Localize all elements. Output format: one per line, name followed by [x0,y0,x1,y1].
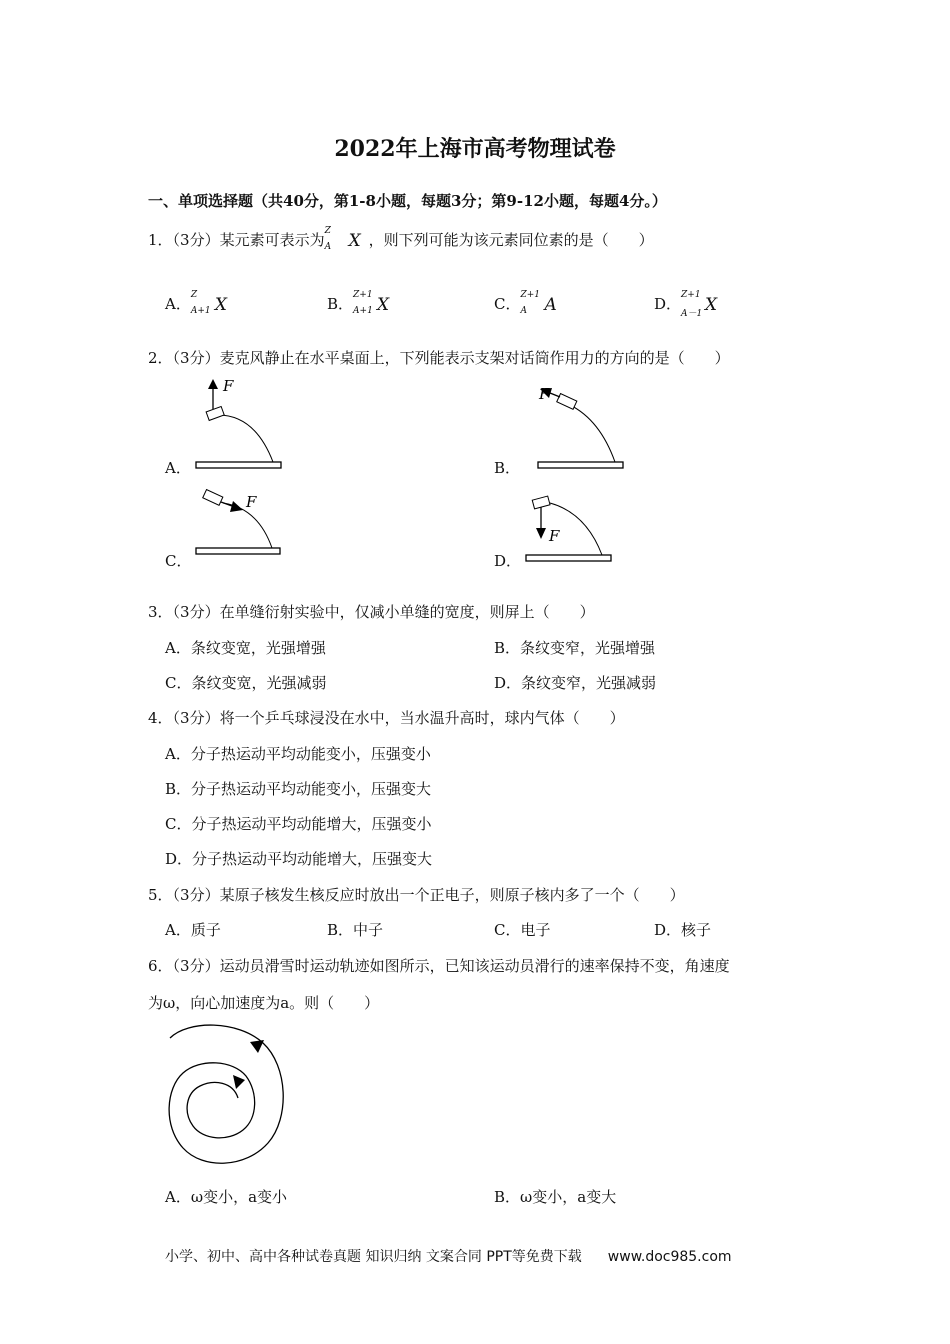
question-6-stem-line1: 6．（3分）运动员滑雪时运动轨迹如图所示，已知该运动员滑行的速率保持不变，角速度 [148,957,730,975]
question-3-stem: 3．（3分）在单缝衍射实验中，仅减小单缝的宽度，则屏上（ ） [148,603,595,621]
q1-option-d[interactable]: D． Z+1 A－1 X [654,290,718,319]
footer-text: 小学、初中、高中各种试卷真题 知识归纳 文案合同 PPT等免费下载 [165,1249,582,1265]
spiral-arrow-inner [233,1075,245,1089]
q4-option-d[interactable]: D．分子热运动平均动能增大，压强变大 [165,850,433,868]
q3-option-a[interactable]: A．条纹变宽，光强增强 [165,639,326,657]
section-heading: 一、单项选择题（共40分，第1-8小题，每题3分；第9-12小题，每题4分。） [148,192,667,210]
q4-option-a[interactable]: A．分子热运动平均动能变小，压强变小 [165,745,431,763]
svg-text:F: F [549,527,560,545]
q2-figure-c [188,483,288,563]
q3-option-b[interactable]: B．条纹变窄，光强增强 [494,639,656,657]
svg-text:F: F [539,385,550,403]
footer [165,1246,732,1266]
q4-option-c[interactable]: C．分子热运动平均动能增大，压强变小 [165,815,432,833]
q2-figure-d [520,483,620,563]
spiral-arrow-outer [250,1040,264,1053]
q2-option-a-label[interactable]: A． [165,459,191,477]
footer-url[interactable]: www.doc985.com [607,1249,732,1265]
q5-option-b[interactable]: B．中子 [327,921,384,939]
q4-option-b[interactable]: B．分子热运动平均动能变小，压强变大 [165,780,432,798]
q5-option-a[interactable]: A．质子 [165,921,221,939]
q2-option-c-label[interactable]: C． [165,552,192,570]
question-6-stem-line2: 为ω，向心加速度为a。则（ ） [148,994,380,1012]
question-4-stem: 4．（3分）将一个乒乓球浸没在水中，当水温升高时，球内气体（ ） [148,709,625,727]
q6-spiral-figure [158,1018,298,1178]
q1-stem-before: 1．（3分）某元素可表示为 [148,231,325,249]
question-5-stem: 5．（3分）某原子核发生核反应时放出一个正电子，则原子核内多了一个（ ） [148,886,685,904]
q2-option-d-label[interactable]: D． [494,552,522,570]
page-title: 2022年上海市高考物理试卷 [334,136,616,162]
q5-option-c[interactable]: C．电子 [494,921,551,939]
svg-text:F: F [246,493,257,511]
q3-option-d[interactable]: D．条纹变窄，光强减弱 [494,674,657,692]
q5-option-d[interactable]: D．核子 [654,921,712,939]
question-2-stem: 2．（3分）麦克风静止在水平桌面上，下列能表示支架对话筒作用力的方向的是（ ） [148,349,730,367]
q6-option-a[interactable]: A．ω变小，a变小 [165,1188,288,1206]
q2-figure-a [190,375,290,475]
q2-figure-b [530,375,630,475]
q1-stem-nuclide: Z A X [324,226,361,252]
q6-option-b[interactable]: B．ω变小，a变大 [494,1188,617,1206]
q1-option-b[interactable]: B． Z+1 A+1 X [327,290,390,316]
q1-option-a[interactable]: A． Z A+1 X [165,290,227,316]
q1-stem-after: ，则下列可能为该元素同位素的是（ ） [368,231,654,249]
force-label: F [223,377,234,395]
q2-option-b-label[interactable]: B． [494,459,521,477]
q1-option-c[interactable]: C． Z+1 A A [494,290,557,316]
question-1-stem [148,226,654,256]
q3-option-c[interactable]: C．条纹变宽，光强减弱 [165,674,327,692]
